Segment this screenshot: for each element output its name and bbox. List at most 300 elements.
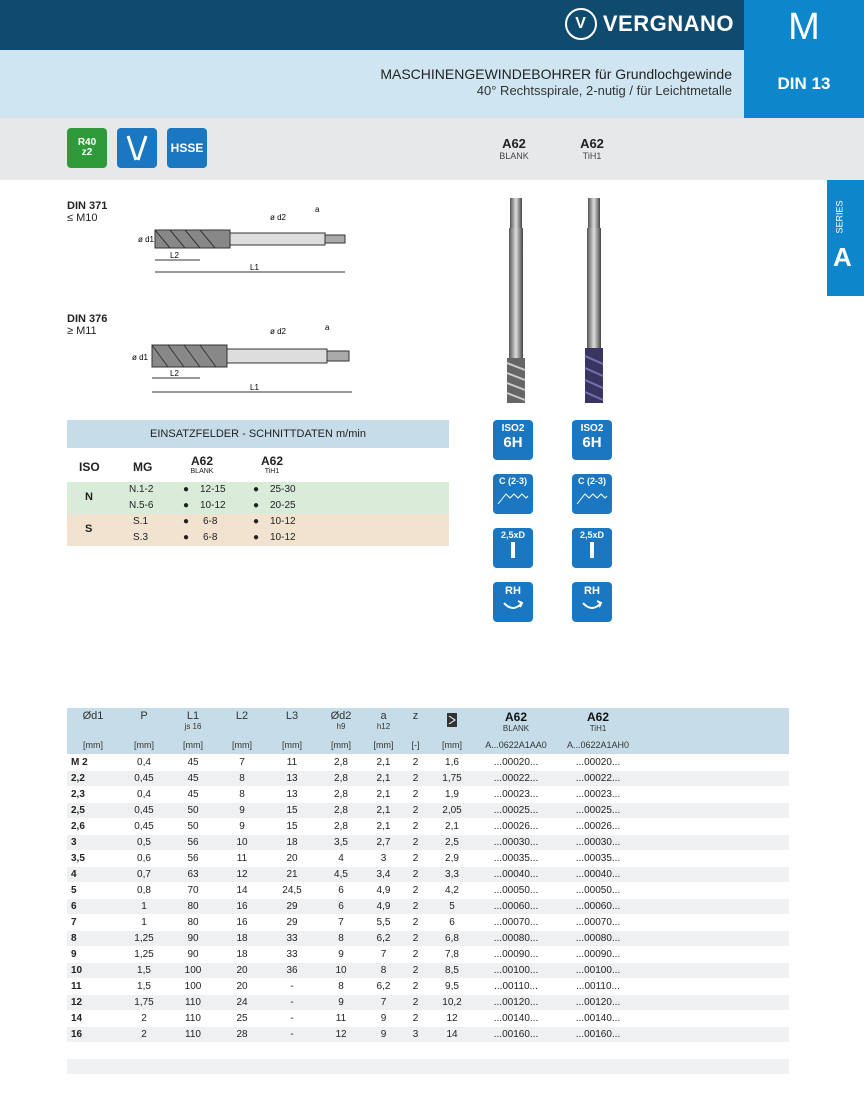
speed-blank-cell: 6-8 [203, 532, 218, 543]
header-a62-blank [475, 710, 557, 733]
badge-hsse-text: HSSE [170, 141, 204, 155]
cell-l3: - [290, 981, 294, 992]
speed-tih1-cell: 10-12 [270, 532, 296, 543]
cell-d2: 4 [338, 853, 344, 864]
bullet-icon: ● [253, 532, 260, 543]
cell-drill: 2,5 [445, 837, 459, 848]
cell-l2: 28 [236, 1029, 248, 1040]
rh-text: RH [584, 585, 600, 597]
mg-cell: N.5-6 [129, 500, 154, 511]
bullet-icon: ● [183, 500, 190, 511]
cell-drill: 1,9 [445, 789, 459, 800]
cell-a: 2,1 [376, 789, 391, 800]
cell-l1: 80 [187, 901, 199, 912]
chamfer-text: C (2-3) [577, 476, 606, 486]
series-label: SERIES [834, 200, 845, 234]
cell-a62-tih1: ...00025... [575, 805, 621, 816]
cell-l2: 24 [236, 997, 248, 1008]
table-row [67, 995, 789, 1010]
cell-a62-tih1: ...00100... [575, 965, 621, 976]
table-row [67, 915, 789, 930]
cell-l2: 14 [236, 885, 248, 896]
cell-d1: 3 [71, 837, 77, 848]
cell-a62-tih1: ...00035... [575, 853, 621, 864]
cell-a62-blank: ...00120... [493, 997, 539, 1008]
cell-a62-tih1: ...00110... [576, 981, 620, 992]
cell-d1: 8 [71, 933, 77, 944]
cell-a: 2,7 [376, 837, 391, 848]
col-a62-tih1-name: A62 [260, 454, 283, 468]
rh-text: RH [505, 585, 521, 597]
cell-l1: 110 [185, 997, 201, 1008]
unit-a: [mm] [373, 740, 394, 750]
top-bar [0, 0, 744, 50]
cell-a: 2,1 [376, 757, 391, 768]
cell-d1: 14 [71, 1013, 83, 1024]
col-a62-blank-coating: BLANK [190, 468, 214, 475]
cell-l1: 50 [187, 805, 199, 816]
cell-d2: 2,8 [334, 821, 348, 832]
group-n [67, 482, 449, 514]
cell-a62-tih1: ...00060... [575, 901, 621, 912]
speed-tih1-cell: 25-30 [270, 484, 296, 495]
din371-d1-label: ø d1 [138, 235, 155, 244]
cell-a62-blank: ...00060... [493, 901, 539, 912]
cell-l1: 50 [187, 821, 199, 832]
brand-logo [565, 8, 734, 40]
cell-l1: 56 [187, 853, 199, 864]
speed-blank-cell: 12-15 [200, 484, 226, 495]
cell-p: 1 [141, 917, 147, 928]
cell-a62-tih1: ...00080... [575, 933, 621, 944]
badge-z2-text: z2 [81, 147, 93, 158]
unit-l2: [mm] [232, 740, 252, 750]
cell-drill: 14 [446, 1029, 458, 1040]
cell-drill: 2,9 [445, 853, 459, 864]
cell-d2: 12 [335, 1029, 347, 1040]
cell-l1: 45 [187, 757, 199, 768]
chamfer-c-icon [572, 474, 612, 514]
header-l2 [217, 710, 267, 722]
bullet-icon: ● [253, 500, 260, 511]
table-row [67, 1011, 789, 1026]
header-sublabel: TiH1 [589, 724, 607, 733]
cell-z: 2 [412, 981, 419, 992]
cell-l2: 7 [239, 757, 245, 768]
cell-d1: 10 [71, 965, 83, 976]
table-row [67, 787, 789, 802]
table-row [67, 1059, 789, 1074]
depth-2-5xd-icon [572, 528, 612, 568]
cell-l2: 8 [239, 789, 245, 800]
cell-a62-tih1: ...00140... [575, 1013, 621, 1024]
table-row [67, 931, 789, 946]
cell-z: 2 [412, 773, 419, 784]
dimension-table [67, 708, 789, 1103]
cell-a62-tih1: ...00020... [575, 757, 621, 768]
din376-norm: DIN 376 [67, 313, 108, 325]
header-label: a [380, 710, 387, 722]
cell-l1: 100 [184, 965, 202, 976]
din376-range: ≥ M11 [67, 325, 97, 337]
drawing-din371-label [67, 200, 107, 224]
cell-d2: 2,8 [334, 773, 348, 784]
cell-p: 0,45 [134, 805, 154, 816]
cell-d2: 4,5 [334, 869, 348, 880]
cell-a62-tih1: ...00026... [575, 821, 621, 832]
cell-a: 4,9 [376, 901, 391, 912]
cell-l3: 29 [286, 901, 298, 912]
cell-a: 2,1 [376, 773, 391, 784]
cell-l1: 45 [187, 773, 199, 784]
cell-p: 1,25 [134, 933, 154, 944]
cell-z: 2 [412, 757, 419, 768]
unit-d1: [mm] [83, 740, 103, 750]
mg-cell: N.1-2 [129, 484, 154, 495]
cell-d2: 6 [338, 901, 344, 912]
cell-drill: 9,5 [445, 981, 459, 992]
cell-l1: 80 [187, 917, 199, 928]
cell-l1: 90 [187, 933, 199, 944]
cell-l2: 12 [236, 869, 248, 880]
cell-l3: - [290, 1013, 294, 1024]
right-hand-icon [572, 582, 612, 622]
cell-a: 6,2 [376, 981, 391, 992]
cell-l3: 24,5 [282, 885, 302, 896]
cell-a62-blank: ...00090... [493, 949, 539, 960]
cell-z: 2 [412, 885, 419, 896]
6h-text: 6H [582, 434, 602, 451]
cell-a: 3,4 [376, 869, 391, 880]
cell-a62-blank: ...00025... [493, 805, 539, 816]
header-a62-tih1 [557, 710, 639, 733]
bullet-icon: ● [183, 516, 190, 527]
cell-a: 2,1 [376, 805, 391, 816]
din376-d2-label: ø d2 [270, 327, 287, 336]
header-p [119, 710, 169, 722]
cell-l1: 90 [187, 949, 199, 960]
cell-z: 2 [412, 789, 419, 800]
mg-cell: S.1 [133, 516, 149, 527]
table-row [67, 851, 789, 866]
cell-a62-blank: ...00140... [493, 1013, 539, 1024]
tool-image-blank [498, 198, 534, 408]
cell-p: 1,75 [134, 997, 154, 1008]
header-sublabel: h9 [336, 722, 346, 731]
header-label: L3 [285, 710, 299, 722]
chamfer-c-icon [493, 474, 533, 514]
cutting-data-title: EINSATZFELDER - SCHNITTDATEN m/min [67, 420, 449, 448]
bullet-icon: ● [183, 484, 190, 495]
cell-drill: 1,6 [445, 757, 459, 768]
cell-l2: 18 [236, 933, 248, 944]
cell-a62-tih1: ...00023... [575, 789, 621, 800]
page-title: MASCHINENGEWINDEBOHRER für Grundlochgewinde [380, 66, 732, 82]
depth-2-5xd-icon [493, 528, 533, 568]
din376-l1-label: L1 [250, 383, 259, 392]
cell-drill: 3,3 [445, 869, 459, 880]
unit-d2: [mm] [331, 740, 351, 750]
din371-a-label: a [315, 205, 320, 214]
cell-d2: 2,8 [334, 805, 348, 816]
col-iso: ISO [79, 460, 100, 474]
cell-z: 2 [412, 965, 419, 976]
cell-z: 2 [412, 805, 419, 816]
cell-l3: 15 [286, 821, 298, 832]
variant-coating: TiH1 [582, 151, 602, 161]
drill-size-icon [429, 710, 475, 731]
din376-drawing [130, 320, 360, 400]
cell-p: 0,7 [137, 869, 151, 880]
cell-drill: 8,5 [445, 965, 459, 976]
table-row [67, 899, 789, 914]
cell-d2: 2,8 [334, 757, 348, 768]
speed-tih1-cell: 10-12 [270, 516, 296, 527]
cell-l3: 29 [286, 917, 298, 928]
unit-l1: [mm] [183, 740, 203, 750]
cell-a: 9 [380, 1013, 387, 1024]
cell-z: 2 [412, 917, 419, 928]
cell-z: 2 [412, 949, 419, 960]
cell-drill: 2,1 [445, 821, 459, 832]
cell-drill: 12 [446, 1013, 458, 1024]
cell-d2: 9 [338, 949, 344, 960]
cell-d2: 10 [335, 965, 347, 976]
table-row [67, 835, 789, 850]
cell-drill: 7,8 [445, 949, 459, 960]
cell-p: 0,4 [137, 757, 151, 768]
cell-p: 1,5 [137, 981, 151, 992]
cell-d2: 11 [335, 1013, 347, 1024]
cell-a62-tih1: ...00030... [575, 837, 621, 848]
cell-l1: 110 [185, 1013, 201, 1024]
cell-d1: 7 [71, 917, 77, 928]
logo-emblem-icon: V [565, 8, 597, 40]
depth-text: 2,5xD [579, 530, 605, 540]
cell-a62-blank: ...00026... [493, 821, 539, 832]
cell-a62-blank: ...00023... [493, 789, 539, 800]
unit-l3: [mm] [282, 740, 302, 750]
cell-a: 2,1 [376, 821, 391, 832]
drawing-din376-label [67, 313, 107, 337]
col-a62-tih1-coating: TiH1 [264, 468, 280, 475]
cell-z: 2 [412, 997, 419, 1008]
cell-l3: 20 [286, 853, 298, 864]
table-row [67, 963, 789, 978]
brand-name: VERGNANO [602, 11, 734, 36]
header-label: P [140, 710, 148, 722]
din371-d2-label: ø d2 [270, 213, 287, 222]
cell-p: 0,4 [137, 789, 151, 800]
din376-l2-label: L2 [170, 369, 179, 378]
cell-l3: 33 [286, 933, 298, 944]
cell-d2: 2,8 [334, 789, 348, 800]
table-row [67, 514, 449, 530]
cell-d1: 9 [71, 949, 77, 960]
cell-a: 5,5 [376, 917, 391, 928]
col-mg: MG [133, 460, 153, 474]
cell-p: 1,5 [137, 965, 151, 976]
table-row [67, 979, 789, 994]
cell-z: 2 [412, 901, 419, 912]
table-row [67, 771, 789, 786]
unit-drill: [mm] [442, 740, 462, 750]
table-row [67, 883, 789, 898]
cell-a62-tih1: ...00040... [575, 869, 621, 880]
variant-heading-blank [484, 136, 544, 161]
cell-a62-blank: ...00110... [494, 981, 538, 992]
cell-a62-tih1: ...00090... [575, 949, 621, 960]
bullet-icon: ● [253, 516, 260, 527]
cell-d1: 11 [71, 981, 82, 992]
din371-drawing [130, 200, 360, 280]
header-label: z [412, 710, 419, 722]
din371-norm: DIN 371 [67, 200, 108, 212]
cell-d1: 16 [71, 1029, 83, 1040]
header-l3 [267, 710, 317, 722]
cell-z: 2 [412, 837, 419, 848]
cell-z: 2 [412, 1013, 419, 1024]
variant-name: A62 [502, 136, 526, 151]
col-a62-tih1 [255, 454, 289, 475]
chamfer-text: C (2-3) [498, 476, 527, 486]
cell-d1: 4 [71, 869, 77, 880]
title-band [0, 50, 744, 118]
cell-l2: 20 [236, 965, 248, 976]
header-d2 [317, 710, 365, 731]
cell-d1: 6 [71, 901, 77, 912]
cell-p: 0,8 [137, 885, 151, 896]
cell-a: 9 [380, 1029, 387, 1040]
cell-l1: 100 [184, 981, 202, 992]
cell-l1: 70 [187, 885, 199, 896]
cell-a: 8 [380, 965, 387, 976]
cell-a62-blank: ...00040... [493, 869, 539, 880]
series-tab [827, 180, 864, 296]
header-label: Ød2 [330, 710, 352, 722]
cell-a62-tih1: ...00070... [575, 917, 621, 928]
cell-d1: 5 [71, 885, 77, 896]
mg-cell: S.3 [133, 532, 149, 543]
cell-a62-blank: ...00030... [493, 837, 539, 848]
cell-l2: 16 [236, 917, 248, 928]
cell-l3: - [290, 1029, 294, 1040]
cell-p: 0,5 [137, 837, 151, 848]
cell-l2: 20 [236, 981, 248, 992]
cell-a62-blank: ...00022... [493, 773, 539, 784]
cell-l1: 63 [187, 869, 199, 880]
cell-l3: 21 [286, 869, 298, 880]
variant-coating: BLANK [499, 151, 529, 161]
cell-l2: 8 [239, 773, 245, 784]
cell-d1: 2,5 [71, 805, 85, 816]
table-row [67, 803, 789, 818]
cell-l3: 18 [286, 837, 298, 848]
cell-drill: 6,8 [445, 933, 459, 944]
col-a62-blank [185, 454, 219, 475]
table-row [67, 947, 789, 962]
unit-p: [mm] [134, 740, 154, 750]
table-row [67, 867, 789, 882]
cell-a: 4,9 [376, 885, 391, 896]
cell-l3: 15 [286, 805, 298, 816]
cell-d1: 2,3 [71, 789, 85, 800]
group-n-label: N [85, 491, 93, 503]
cell-p: 1 [141, 901, 147, 912]
cell-drill: 6 [449, 917, 455, 928]
cell-l3: - [290, 997, 294, 1008]
din371-l1-label: L1 [250, 263, 259, 272]
section-box [744, 0, 864, 118]
cell-l3: 13 [286, 789, 298, 800]
cell-z: 2 [412, 853, 419, 864]
cell-z: 2 [412, 821, 419, 832]
cell-drill: 1,75 [442, 773, 462, 784]
cell-a62-blank: ...00020... [493, 757, 539, 768]
cell-l2: 11 [236, 853, 248, 864]
cell-l2: 18 [236, 949, 248, 960]
cell-drill: 5 [449, 901, 455, 912]
cell-l1: 56 [187, 837, 199, 848]
series-letter: A [833, 242, 852, 272]
bullet-icon: ● [183, 532, 190, 543]
section-letter: M [788, 6, 820, 48]
group-s [67, 514, 449, 546]
cell-z: 2 [412, 933, 419, 944]
cell-d2: 8 [338, 933, 344, 944]
header-d1 [67, 710, 119, 722]
header-sublabel: BLANK [502, 724, 530, 733]
cell-d2: 6 [338, 885, 344, 896]
cell-drill: 2,05 [442, 805, 462, 816]
cell-a62-tih1: ...00050... [575, 885, 621, 896]
cell-d1: 3,5 [71, 853, 85, 864]
depth-text: 2,5xD [500, 530, 526, 540]
header-a [365, 710, 402, 731]
bullet-icon: ● [253, 484, 260, 495]
cell-a62-blank: ...00080... [493, 933, 539, 944]
iso2-6h-icon [493, 420, 533, 460]
badge-r40-text: R40 [77, 137, 97, 148]
cell-l3: 33 [286, 949, 298, 960]
iso2-6h-icon [572, 420, 612, 460]
cell-l2: 25 [236, 1013, 248, 1024]
cell-drill: 4,2 [445, 885, 459, 896]
cell-l2: 9 [239, 805, 245, 816]
table-row [67, 819, 789, 834]
variant-name: A62 [580, 136, 604, 151]
din376-d1-label: ø d1 [132, 353, 149, 362]
din371-l2-label: L2 [170, 251, 179, 260]
header-label: L2 [235, 710, 249, 722]
standard-label: DIN 13 [777, 74, 831, 93]
unit-a62-tih1: A...0622A1AH0 [566, 740, 630, 750]
cell-p: 0,45 [134, 821, 154, 832]
cell-a62-blank: ...00050... [493, 885, 539, 896]
table-row [67, 1043, 789, 1058]
din376-a-label: a [325, 323, 330, 332]
cell-a: 6,2 [376, 933, 391, 944]
cell-d1: M 2 [71, 757, 88, 768]
cell-d1: 2,2 [71, 773, 85, 784]
right-hand-icon [493, 582, 533, 622]
cell-p: 0,6 [137, 853, 151, 864]
header-sublabel: js 16 [184, 722, 202, 731]
table-row [67, 755, 789, 770]
cell-p: 2 [141, 1029, 147, 1040]
cell-l3: 36 [286, 965, 298, 976]
speed-blank-cell: 6-8 [203, 516, 218, 527]
